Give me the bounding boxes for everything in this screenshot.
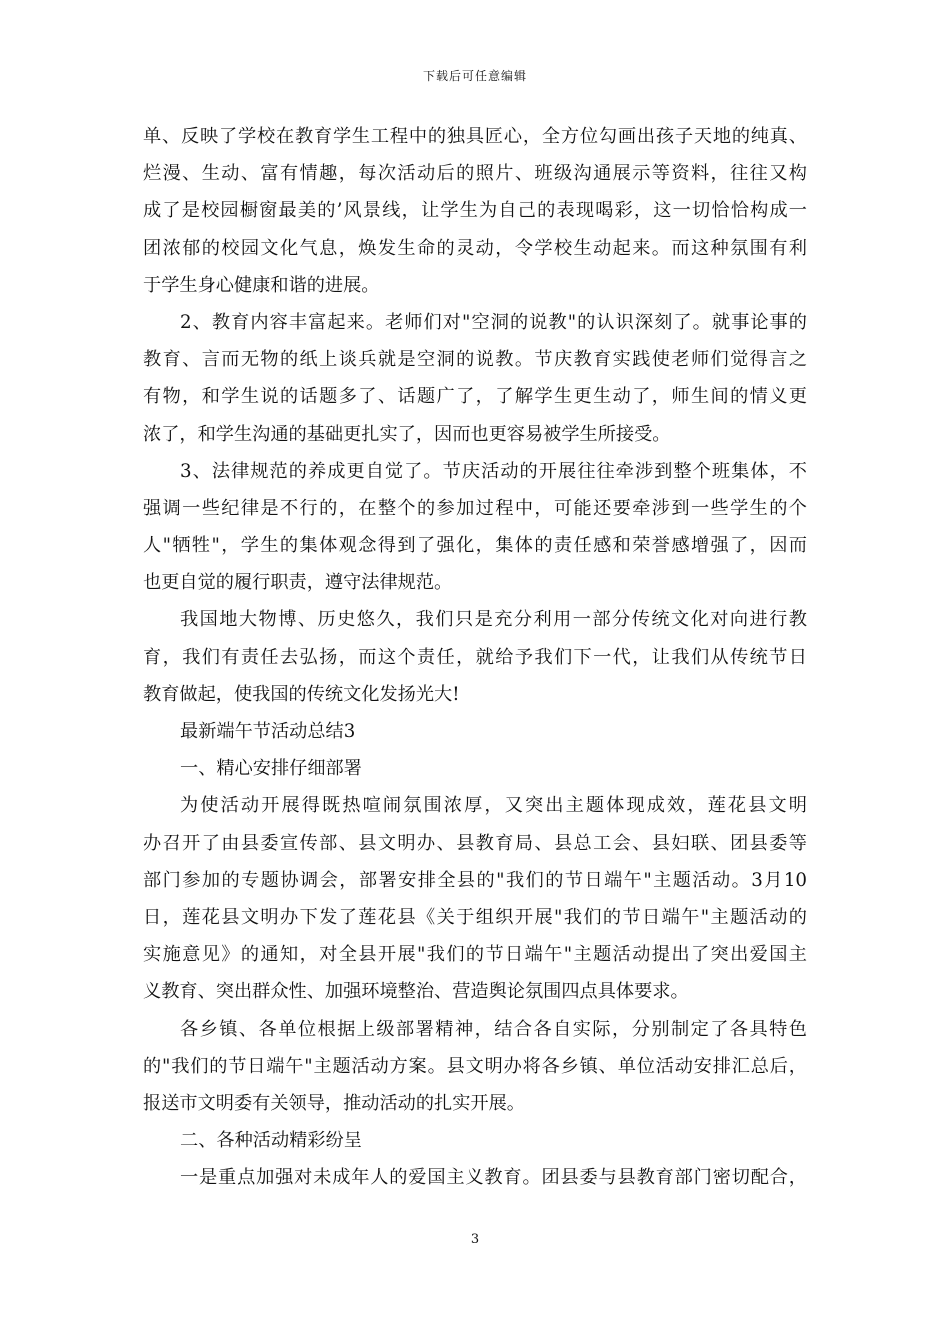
page-header: 下载后可任意编辑	[422, 69, 527, 83]
text-line: 一、精心安排仔细部署	[180, 758, 362, 780]
paragraph	[143, 601, 807, 713]
text-line: 各乡镇、各单位根据上级部署精神，结合各自实际，分别制定了各具特色	[180, 1018, 807, 1040]
text-line: 3、法律规范的养成更自觉了。节庆活动的开展往往牵涉到整个班集体，不	[180, 460, 807, 482]
text-line: 为使活动开展得既热喧闹氛围浓厚，又突出主题体现成效，莲花县文明	[180, 795, 807, 817]
text-line: 实施意见》的通知，对全县开展"我们的节日端午"主题活动提出了突出爱国主	[143, 944, 807, 966]
text-line: 报送市文明委有关领导，推动活动的扎实开展。	[143, 1092, 525, 1114]
text-line: 团浓郁的校园文化气息，焕发生命的灵动，令学校生动起来。而这种氛围有利	[143, 237, 807, 259]
text-line: 日，莲花县文明办下发了莲花县《关于组织开展"我们的节日端午"主题活动的	[143, 906, 807, 928]
text-line: 强调一些纪律是不行的，在整个的参加过程中，可能还要牵涉到一些学生的个	[143, 497, 807, 519]
text-line: 办召开了由县委宣传部、县文明办、县教育局、县总工会、县妇联、团县委等	[143, 832, 807, 854]
text-line: 教育、言而无物的纸上谈兵就是空洞的说教。节庆教育实践使老师们觉得言之	[143, 349, 807, 371]
paragraph	[143, 1011, 807, 1123]
paragraph	[143, 787, 807, 1010]
text-line: 最新端午节活动总结3	[180, 721, 356, 742]
paragraph	[143, 453, 807, 602]
text-line: 2、教育内容丰富起来。老师们对"空洞的说教"的认识深刻了。就事论事的	[180, 311, 807, 333]
paragraph	[143, 1159, 807, 1196]
paragraph	[143, 1122, 807, 1159]
paragraph	[143, 713, 807, 750]
text-line: 于学生身心健康和谐的进展。	[143, 274, 380, 296]
text-line: 部门参加的专题协调会，部署安排全县的"我们的节日端午"主题活动。3月10	[143, 869, 807, 891]
text-line: 我国地大物博、历史悠久，我们只是充分利用一部分传统文化对向进行教	[180, 609, 807, 631]
text-line: 一是重点加强对未成年人的爱国主义教育。团县委与县教育部门密切配合，	[180, 1167, 807, 1189]
text-line: 单、反映了学校在教育学生工程中的独具匠心，全方位勾画出孩子天地的纯真、	[143, 126, 807, 147]
document-body	[143, 118, 807, 1196]
page-number: 3	[470, 1232, 480, 1247]
paragraph	[143, 304, 807, 453]
text-line: 二、各种活动精彩纷呈	[180, 1130, 362, 1152]
text-line: 义教育、突出群众性、加强环境整治、营造舆论氛围四点具体要求。	[143, 981, 689, 1003]
text-line: 人"牺牲"，学生的集体观念得到了强化，集体的责任感和荣誉感增强了，因而	[143, 535, 807, 557]
paragraph	[143, 118, 807, 304]
text-line: 的"我们的节日端午"主题活动方案。县文明办将各乡镇、单位活动安排汇总后，	[143, 1055, 807, 1077]
text-line: 育，我们有责任去弘扬，而这个责任，就给予我们下一代，让我们从传统节日	[143, 646, 807, 668]
text-line: 教育做起，使我国的传统文化发扬光大!	[143, 683, 460, 705]
text-line: 有物，和学生说的话题多了、话题广了，了解学生更生动了，师生间的情义更	[143, 386, 807, 408]
paragraph	[143, 750, 807, 787]
text-line: 烂漫、生动、富有情趣，每次活动后的照片、班级沟通展示等资料，往往又构	[143, 163, 807, 185]
text-line: 成了是校园橱窗最美的’风景线，让学生为自己的表现喝彩，这一切恰恰构成一	[143, 200, 807, 222]
text-line: 也更自觉的履行职责，遵守法律规范。	[143, 572, 453, 594]
text-line: 浓了，和学生沟通的基础更扎实了，因而也更容易被学生所接受。	[143, 423, 671, 445]
